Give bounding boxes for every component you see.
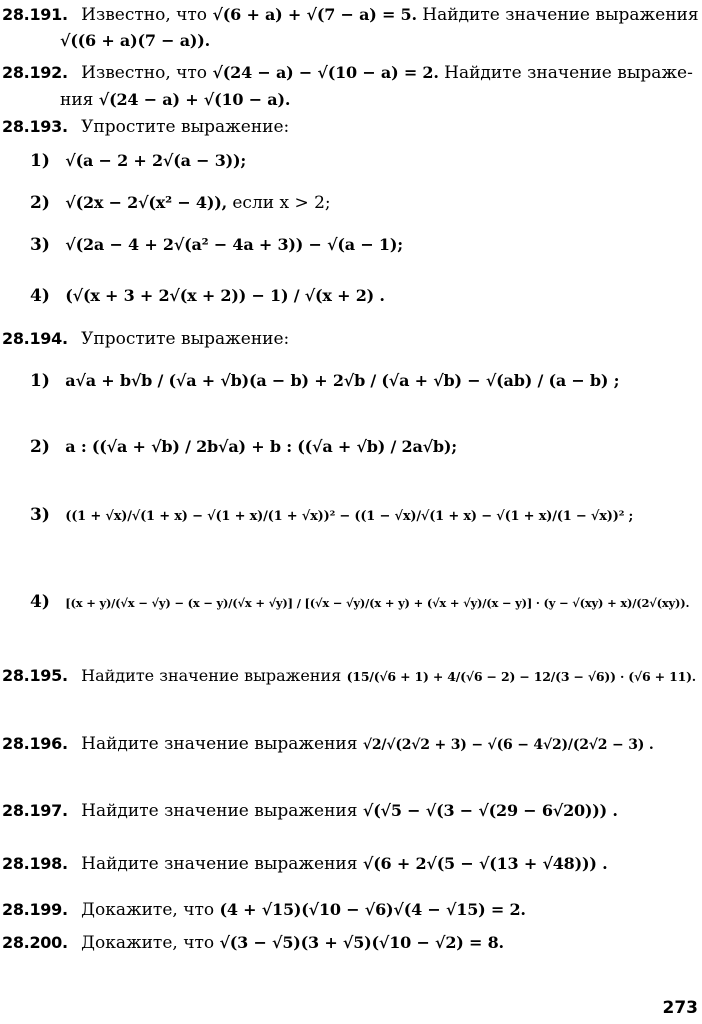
problem-28-194 <box>2 328 289 350</box>
problem-28-198 <box>2 853 607 875</box>
page-number: 273 <box>662 998 698 1018</box>
subitem <box>30 192 331 214</box>
math-expression: (√(x + 3 + 2√(x + 2)) − 1) / √(x + 2) . <box>65 286 385 305</box>
problem-text: ния <box>60 90 94 110</box>
math-expression: √(a − 2 + 2√(a − 3)); <box>65 151 247 170</box>
problem-number: 28.196. <box>2 734 68 753</box>
problem-28-192 <box>2 62 693 84</box>
math-expression: [(x + y)/(√x − √y) − (x − y)/(√x + √y)] / [(√x − √y)/(x + y) + (√x + √y)/(x − y)] · (y − √(xy) + x)/(2√(xy)). <box>65 596 690 610</box>
problem-text: Докажите, что <box>81 933 215 953</box>
math-expression: √(2x − 2√(x² − 4)), <box>65 193 227 212</box>
problem-text: Докажите, что <box>81 900 215 920</box>
problem-text: Найдите значение выражения <box>81 854 358 874</box>
subitem-number: 4) <box>30 286 50 306</box>
math-expression: a√a + b√b / (√a + √b)(a − b) + 2√b / (√a + √b) − √(ab) / (a − b) ; <box>65 371 620 390</box>
math-expression: √((6 + a)(7 − a)). <box>60 31 211 50</box>
problem-number: 28.199. <box>2 900 68 919</box>
problem-number: 28.191. <box>2 5 68 24</box>
condition-text: если x > 2; <box>232 193 331 213</box>
problem-text: Известно, что <box>81 5 208 25</box>
problem-continuation <box>60 90 290 110</box>
math-expression: (4 + √15)(√10 − √6)√(4 − √15) = 2. <box>219 900 526 919</box>
problem-number: 28.198. <box>2 854 68 873</box>
subitem-number: 1) <box>30 371 50 391</box>
subitem-number: 3) <box>30 235 50 255</box>
problem-text: Найдите значение выражения <box>81 801 358 821</box>
subitem <box>30 504 633 528</box>
problem-text: Найдите значение выраже- <box>444 63 693 83</box>
math-expression: √(2a − 4 + 2√(a² − 4a + 3)) − √(a − 1); <box>65 235 403 254</box>
math-expression: a : ((√a + √b) / 2b√a) + b : ((√a + √b) / 2a√b); <box>65 437 457 456</box>
subitem-number: 4) <box>30 592 50 612</box>
subitem <box>30 436 457 458</box>
math-expression: √2/√(2√2 + 3) − √(6 − 4√2)/(2√2 − 3) . <box>362 737 654 753</box>
problem-28-197 <box>2 800 618 822</box>
math-expression: √(√5 − √(3 − √(29 − 6√20))) . <box>362 801 618 820</box>
subitem-number: 1) <box>30 151 50 171</box>
subitem <box>30 370 619 392</box>
problem-28-193 <box>2 116 289 138</box>
problem-28-196 <box>2 733 654 756</box>
problem-number: 28.193. <box>2 117 68 136</box>
problem-text: Известно, что <box>81 63 208 83</box>
subitem-number: 2) <box>30 437 50 457</box>
subitem <box>30 285 385 307</box>
math-expression: √(24 − a) − √(10 − a) = 2. <box>212 63 439 82</box>
problem-number: 28.197. <box>2 801 68 820</box>
problem-28-191 <box>2 4 699 26</box>
problem-number: 28.192. <box>2 63 68 82</box>
problem-number: 28.200. <box>2 933 68 952</box>
math-expression: √(24 − a) + √(10 − a). <box>98 90 291 109</box>
subitem <box>30 150 246 172</box>
problem-text: Найдите значение выражения <box>422 5 699 25</box>
problem-text: Найдите значение выражения <box>81 666 342 685</box>
math-expression: √(6 + 2√(5 − √(13 + √48))) . <box>362 854 608 873</box>
subitem-number: 3) <box>30 505 50 525</box>
subitem-number: 2) <box>30 193 50 213</box>
problem-number: 28.195. <box>2 666 68 685</box>
math-expression: √(3 − √5)(3 + √5)(√10 − √2) = 8. <box>219 933 504 952</box>
problem-28-200 <box>2 932 504 954</box>
problem-text: Упростите выражение: <box>81 117 290 137</box>
math-expression: ((1 + √x)/√(1 + x) − √(1 + x)/(1 + √x))² − ((1 − √x)/√(1 + x) − √(1 + x)/(1 − √x))² ; <box>65 509 634 524</box>
problem-text: Упростите выражение: <box>81 329 290 349</box>
problem-continuation <box>60 31 210 51</box>
math-expression: √(6 + a) + √(7 − a) = 5. <box>212 5 417 24</box>
problem-28-199 <box>2 899 526 921</box>
problem-text: Найдите значение выражения <box>81 734 358 754</box>
problem-28-195 <box>2 665 696 688</box>
problem-number: 28.194. <box>2 329 68 348</box>
subitem <box>30 591 689 614</box>
math-expression: (15/(√6 + 1) + 4/(√6 − 2) − 12/(3 − √6)) · (√6 + 11). <box>346 669 696 684</box>
subitem <box>30 234 403 256</box>
